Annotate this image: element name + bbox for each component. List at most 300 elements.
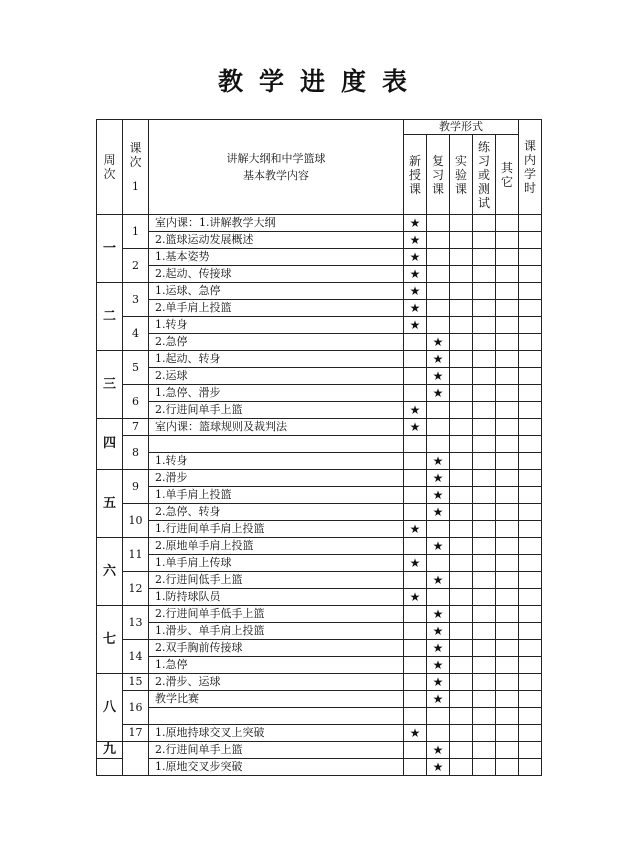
table-row [97, 708, 542, 725]
lesson-cell: 5 [123, 351, 149, 385]
content-cell: 2.行进间单手上篮 [149, 742, 404, 759]
table-row [97, 385, 542, 402]
empty-cell [450, 504, 473, 521]
lesson-cell: 11 [123, 538, 149, 572]
empty-cell [473, 419, 496, 436]
empty-cell [404, 674, 427, 691]
empty-cell [404, 487, 427, 504]
content-cell: 1.运球、急停 [149, 283, 404, 300]
content-cell: 1.基本姿势 [149, 249, 404, 266]
header-content: 讲解大纲和中学篮球 基本教学内容 [149, 120, 404, 215]
empty-cell [496, 521, 519, 538]
content-cell: 2.急停 [149, 334, 404, 351]
table-row [97, 555, 542, 572]
empty-cell [519, 385, 542, 402]
empty-cell [519, 317, 542, 334]
table-row [97, 572, 542, 589]
lesson-cell: 10 [123, 504, 149, 538]
empty-cell [496, 368, 519, 385]
star-mark: ★ [404, 232, 427, 249]
empty-cell [496, 742, 519, 759]
table-row [97, 674, 542, 691]
table-row [97, 317, 542, 334]
table-row [97, 436, 542, 453]
week-cell: 一 [97, 215, 123, 283]
table-row [97, 300, 542, 317]
empty-cell [519, 640, 542, 657]
empty-cell [496, 538, 519, 555]
empty-cell [473, 606, 496, 623]
empty-cell [519, 725, 542, 742]
empty-cell [519, 742, 542, 759]
table-row [97, 657, 542, 674]
empty-cell [496, 691, 519, 708]
star-mark: ★ [427, 470, 450, 487]
empty-cell [450, 249, 473, 266]
header-new: 新授课 [404, 135, 427, 215]
empty-cell [450, 589, 473, 606]
star-mark: ★ [427, 368, 450, 385]
empty-cell [427, 708, 450, 725]
lesson-cell [123, 742, 149, 776]
star-mark: ★ [427, 453, 450, 470]
empty-cell [450, 453, 473, 470]
empty-cell [519, 419, 542, 436]
empty-cell [427, 215, 450, 232]
empty-cell [519, 436, 542, 453]
content-cell: 2.行进间单手低手上篮 [149, 606, 404, 623]
empty-cell [519, 249, 542, 266]
empty-cell [427, 300, 450, 317]
table-row [97, 691, 542, 708]
empty-cell [519, 368, 542, 385]
empty-cell [496, 640, 519, 657]
empty-cell [496, 708, 519, 725]
empty-cell [404, 691, 427, 708]
content-cell: 2.急停、转身 [149, 504, 404, 521]
empty-cell [450, 419, 473, 436]
content-cell: 1.急停、滑步 [149, 385, 404, 402]
empty-cell [473, 232, 496, 249]
lesson-cell: 4 [123, 317, 149, 351]
star-mark: ★ [404, 521, 427, 538]
star-mark: ★ [427, 487, 450, 504]
star-mark: ★ [427, 657, 450, 674]
empty-cell [496, 249, 519, 266]
content-cell: 室内课：1.讲解教学大纲 [149, 215, 404, 232]
empty-cell [496, 419, 519, 436]
empty-cell [496, 453, 519, 470]
empty-cell [473, 249, 496, 266]
lesson-cell: 1 [123, 215, 149, 249]
empty-cell [473, 504, 496, 521]
empty-cell [450, 232, 473, 249]
content-cell: 1.起动、转身 [149, 351, 404, 368]
empty-cell [450, 317, 473, 334]
star-mark: ★ [404, 283, 427, 300]
empty-cell [427, 402, 450, 419]
content-cell: 1.防持球队员 [149, 589, 404, 606]
empty-cell [473, 470, 496, 487]
content-cell: 室内课：篮球规则及裁判法 [149, 419, 404, 436]
star-mark: ★ [427, 334, 450, 351]
table-row [97, 759, 542, 776]
empty-cell [404, 470, 427, 487]
empty-cell [450, 266, 473, 283]
table-row [97, 470, 542, 487]
star-mark: ★ [404, 725, 427, 742]
empty-cell [519, 691, 542, 708]
empty-cell [473, 436, 496, 453]
empty-cell [473, 691, 496, 708]
empty-cell [427, 725, 450, 742]
empty-cell [404, 436, 427, 453]
empty-cell [450, 640, 473, 657]
page-title: 教学进度表 [217, 67, 423, 96]
content-cell: 2.篮球运动发展概述 [149, 232, 404, 249]
star-mark: ★ [404, 589, 427, 606]
empty-cell [519, 504, 542, 521]
empty-cell [496, 334, 519, 351]
star-mark: ★ [404, 317, 427, 334]
empty-cell [473, 759, 496, 776]
empty-cell [496, 215, 519, 232]
empty-cell [519, 555, 542, 572]
content-cell: 2.滑步、运球 [149, 674, 404, 691]
empty-cell [450, 521, 473, 538]
empty-cell [473, 555, 496, 572]
empty-cell [473, 538, 496, 555]
table-row [97, 232, 542, 249]
empty-cell [473, 742, 496, 759]
star-mark: ★ [427, 572, 450, 589]
empty-cell [404, 385, 427, 402]
lesson-cell: 8 [123, 436, 149, 470]
empty-cell [450, 657, 473, 674]
empty-cell [450, 487, 473, 504]
lesson-cell: 3 [123, 283, 149, 317]
content-cell: 2.滑步 [149, 470, 404, 487]
empty-cell [473, 402, 496, 419]
empty-cell [473, 487, 496, 504]
empty-cell [427, 436, 450, 453]
empty-cell [404, 368, 427, 385]
table-row [97, 249, 542, 266]
empty-cell [450, 674, 473, 691]
empty-cell [473, 657, 496, 674]
empty-cell [450, 742, 473, 759]
empty-cell [450, 691, 473, 708]
empty-cell [473, 572, 496, 589]
star-mark: ★ [404, 419, 427, 436]
week-cell: 六 [97, 538, 123, 606]
content-cell [149, 436, 404, 453]
empty-cell [519, 521, 542, 538]
star-mark: ★ [427, 759, 450, 776]
content-cell: 2.起动、传接球 [149, 266, 404, 283]
lesson-cell: 16 [123, 691, 149, 725]
empty-cell [519, 453, 542, 470]
empty-cell [427, 249, 450, 266]
empty-cell [473, 300, 496, 317]
empty-cell [450, 436, 473, 453]
empty-cell [450, 572, 473, 589]
content-cell: 教学比赛 [149, 691, 404, 708]
star-mark: ★ [404, 249, 427, 266]
header-lesson: 课次 1 [123, 120, 149, 215]
empty-cell [404, 538, 427, 555]
empty-cell [473, 623, 496, 640]
empty-cell [427, 283, 450, 300]
star-mark: ★ [427, 623, 450, 640]
empty-cell [519, 674, 542, 691]
table-row [97, 606, 542, 623]
empty-cell [427, 266, 450, 283]
empty-cell [519, 232, 542, 249]
empty-cell [473, 351, 496, 368]
empty-cell [450, 300, 473, 317]
empty-cell [519, 402, 542, 419]
empty-cell [473, 385, 496, 402]
table-row [97, 402, 542, 419]
empty-cell [496, 266, 519, 283]
content-cell: 2.原地单手肩上投篮 [149, 538, 404, 555]
empty-cell [450, 368, 473, 385]
empty-cell [473, 725, 496, 742]
empty-cell [473, 368, 496, 385]
star-mark: ★ [427, 351, 450, 368]
empty-cell [450, 470, 473, 487]
empty-cell [519, 606, 542, 623]
header-experiment: 实验课 [450, 135, 473, 215]
empty-cell [496, 385, 519, 402]
star-mark: ★ [427, 640, 450, 657]
empty-cell [473, 589, 496, 606]
empty-cell [473, 674, 496, 691]
table-row [97, 623, 542, 640]
empty-cell [473, 317, 496, 334]
empty-cell [473, 521, 496, 538]
empty-cell [404, 657, 427, 674]
lesson-cell: 2 [123, 249, 149, 283]
empty-cell [450, 334, 473, 351]
empty-cell [450, 725, 473, 742]
empty-cell [473, 640, 496, 657]
empty-cell [473, 453, 496, 470]
empty-cell [450, 708, 473, 725]
empty-cell [519, 266, 542, 283]
table-row [97, 419, 542, 436]
table-row [97, 725, 542, 742]
star-mark: ★ [427, 504, 450, 521]
lesson-cell: 13 [123, 606, 149, 640]
content-cell: 2.行进间单手上篮 [149, 402, 404, 419]
empty-cell [427, 317, 450, 334]
empty-cell [496, 504, 519, 521]
empty-cell [519, 300, 542, 317]
content-cell: 2.运球 [149, 368, 404, 385]
empty-cell [519, 708, 542, 725]
empty-cell [519, 351, 542, 368]
lesson-cell: 6 [123, 385, 149, 419]
week-cell: 九 [97, 742, 123, 759]
content-cell [149, 708, 404, 725]
header-hours: 课内学时 [519, 120, 542, 215]
empty-cell [496, 759, 519, 776]
empty-cell [404, 504, 427, 521]
empty-cell [519, 283, 542, 300]
table-row [97, 640, 542, 657]
empty-cell [496, 623, 519, 640]
table-row [97, 742, 542, 759]
empty-cell [427, 589, 450, 606]
empty-cell [450, 402, 473, 419]
empty-cell [473, 334, 496, 351]
empty-cell [450, 215, 473, 232]
table-row [97, 215, 542, 232]
table-row [97, 521, 542, 538]
empty-cell [519, 470, 542, 487]
empty-cell [404, 708, 427, 725]
content-cell: 1.行进间单手肩上投篮 [149, 521, 404, 538]
content-cell: 1.转身 [149, 453, 404, 470]
table-row [97, 504, 542, 521]
empty-cell [473, 266, 496, 283]
empty-cell [450, 283, 473, 300]
header-practice: 练习或测试 [473, 135, 496, 215]
empty-cell [404, 334, 427, 351]
empty-cell [496, 725, 519, 742]
lesson-cell: 12 [123, 572, 149, 606]
empty-cell [496, 402, 519, 419]
empty-cell [496, 436, 519, 453]
empty-cell [496, 351, 519, 368]
table-row [97, 283, 542, 300]
table-row [97, 453, 542, 470]
empty-cell [450, 606, 473, 623]
empty-cell [404, 606, 427, 623]
header-review: 复习课 [427, 135, 450, 215]
week-cell: 八 [97, 674, 123, 742]
week-cell [97, 759, 123, 776]
empty-cell [450, 385, 473, 402]
empty-cell [427, 555, 450, 572]
star-mark: ★ [404, 215, 427, 232]
content-cell: 2.行进间低手上篮 [149, 572, 404, 589]
empty-cell [519, 538, 542, 555]
content-cell: 1.原地交叉步突破 [149, 759, 404, 776]
empty-cell [404, 572, 427, 589]
empty-cell [473, 708, 496, 725]
empty-cell [496, 470, 519, 487]
week-cell: 五 [97, 470, 123, 538]
empty-cell [519, 215, 542, 232]
empty-cell [496, 606, 519, 623]
empty-cell [404, 640, 427, 657]
star-mark: ★ [404, 402, 427, 419]
week-cell: 二 [97, 283, 123, 351]
star-mark: ★ [404, 555, 427, 572]
empty-cell [496, 232, 519, 249]
star-mark: ★ [427, 385, 450, 402]
empty-cell [404, 623, 427, 640]
empty-cell [519, 334, 542, 351]
empty-cell [496, 657, 519, 674]
empty-cell [473, 283, 496, 300]
table-row [97, 266, 542, 283]
header-other: 其它 [496, 135, 519, 215]
empty-cell [450, 759, 473, 776]
empty-cell [450, 538, 473, 555]
lesson-cell: 17 [123, 725, 149, 742]
empty-cell [427, 232, 450, 249]
empty-cell [427, 521, 450, 538]
empty-cell [473, 215, 496, 232]
content-cell: 2.双手胸前传接球 [149, 640, 404, 657]
table-row [97, 351, 542, 368]
header-week: 周次 [97, 120, 123, 215]
empty-cell [496, 589, 519, 606]
week-cell: 四 [97, 419, 123, 470]
content-cell: 2.单手肩上投篮 [149, 300, 404, 317]
star-mark: ★ [427, 606, 450, 623]
lesson-cell: 7 [123, 419, 149, 436]
empty-cell [404, 759, 427, 776]
empty-cell [450, 351, 473, 368]
empty-cell [496, 674, 519, 691]
empty-cell [496, 300, 519, 317]
table-row [97, 589, 542, 606]
table-row [97, 334, 542, 351]
star-mark: ★ [427, 742, 450, 759]
empty-cell [450, 623, 473, 640]
empty-cell [519, 657, 542, 674]
header-forms: 教学形式 [404, 120, 519, 135]
empty-cell [496, 317, 519, 334]
content-cell: 1.急停 [149, 657, 404, 674]
star-mark: ★ [427, 691, 450, 708]
table-row [97, 487, 542, 504]
lesson-cell: 9 [123, 470, 149, 504]
empty-cell [450, 555, 473, 572]
empty-cell [427, 419, 450, 436]
star-mark: ★ [427, 674, 450, 691]
empty-cell [496, 487, 519, 504]
empty-cell [496, 283, 519, 300]
content-cell: 1.单手肩上传球 [149, 555, 404, 572]
table-row [97, 538, 542, 555]
content-cell: 1.单手肩上投篮 [149, 487, 404, 504]
star-mark: ★ [404, 300, 427, 317]
empty-cell [404, 351, 427, 368]
schedule-body [97, 215, 542, 776]
empty-cell [404, 453, 427, 470]
content-cell: 1.滑步、单手肩上投篮 [149, 623, 404, 640]
week-cell: 七 [97, 606, 123, 674]
schedule-table [96, 119, 542, 776]
empty-cell [519, 759, 542, 776]
empty-cell [496, 572, 519, 589]
star-mark: ★ [404, 266, 427, 283]
lesson-cell: 15 [123, 674, 149, 691]
empty-cell [519, 623, 542, 640]
content-cell: 1.原地持球交叉上突破 [149, 725, 404, 742]
content-cell: 1.转身 [149, 317, 404, 334]
table-row [97, 368, 542, 385]
empty-cell [519, 572, 542, 589]
empty-cell [519, 589, 542, 606]
star-mark: ★ [427, 538, 450, 555]
